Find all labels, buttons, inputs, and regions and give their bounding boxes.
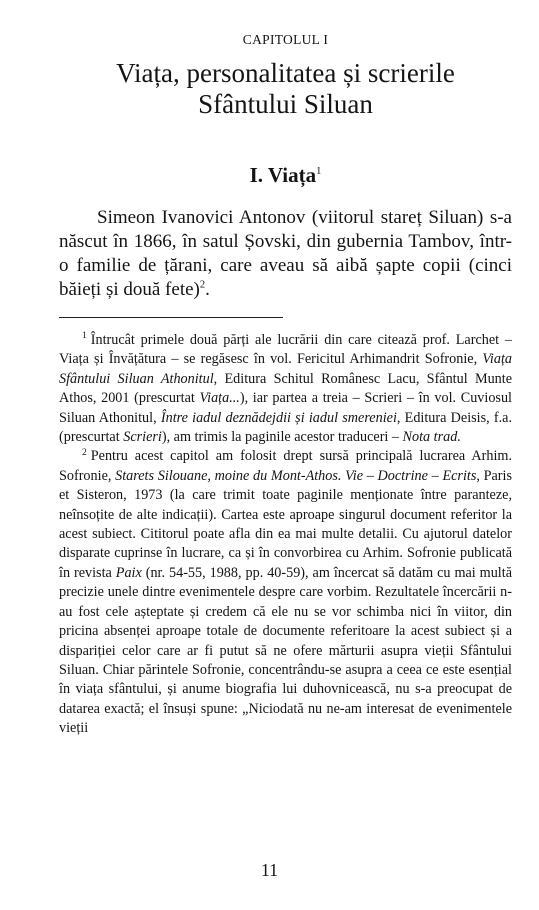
footnote-1-italic-2: Viața... — [199, 390, 240, 407]
footnote-2-mark: 2 — [82, 447, 87, 458]
footnote-1-italic-1: Viața Sfântului Siluan Athonitul — [59, 351, 512, 387]
footnote-1-text-7: , Editura Deisis, f.a. (prescurtat — [59, 409, 513, 446]
footnote-2-text-1: Pentru acest capitol am folosit drept sursă principală lucrarea Arhim. Sofronie, — [59, 448, 512, 484]
footnote-1-italic-4: Scrieri — [123, 429, 162, 446]
footnote-1-italic-3: Între iadul deznădejdii și iadul smereniei — [160, 409, 397, 426]
section-heading — [59, 163, 512, 187]
footnote-1-text-3: , Editura Schitul Românesc Lacu, Sfântul Munte Athos, 2001 (prescurtat — [59, 370, 513, 407]
chapter-title-line-1: Viața, personalitatea și scrierile — [116, 58, 455, 88]
chapter-title-line-2: Sfântului Siluan — [198, 89, 373, 119]
footnote-2-text-5: (nr. 54-55, 1988, pp. 40-59), am încercat să datăm cu mai multă precizie unele dintre evenimentele despre care vorbim. Rezultatele încercării n-au fost cele așteptate și credem că ele nu se vor schimba nici în viitor, din pricina absenței aproape totale de documente referitoare la acest subiect și a dispariției celor care ar fi putut să ne ofere mărturii asupra vieții Sfântului Siluan. Chiar părintele Sofronie, concentrându-se asupra a ceea ce este esențial în viața sfântului, și anume biografia lui duhovnicească, nu s-a preocupat de datarea exactă; el însuși spune: „Niciodată nu ne-am interesat de evenimentele vieții — [59, 564, 512, 737]
footnote-1-italic-5: Nota trad. — [402, 429, 461, 446]
page-number: 11 — [260, 860, 279, 880]
footnote-separator — [59, 317, 283, 318]
body-paragraph — [59, 206, 512, 302]
footnote-2-italic-1: Starets Silouane, moine du Mont-Athos. Vie – Doctrine – Ecrits — [115, 467, 477, 484]
footnote-1-text-9: ), am trimis la paginile acestor traduceri – — [161, 429, 403, 446]
footnote-reference-1: 1 — [316, 166, 322, 177]
footnote-1-mark: 1 — [82, 331, 87, 342]
footnote-reference-2: 2 — [199, 279, 206, 291]
body-paragraph-text: Simeon Ivanovici Antonov (viitorul stareț Siluan) s-a născut în 1866, în satul Șovski, din gubernia Tambov, într-o familie de țărani, care aveau să aibă șapte copii (cinci băieți și două fete) — [59, 207, 512, 300]
footnote-1-text-1: Întrucât primele două părți ale lucrării din care citează prof. Larchet – Viața și Învățătura – se regăsesc în vol. Fericitul Arhimandrit Sofronie, — [59, 332, 512, 368]
page-content — [59, 32, 512, 739]
footnote-2 — [59, 447, 512, 738]
chapter-label: CAPITOLUL I — [242, 32, 329, 47]
footnote-1 — [59, 331, 512, 447]
footnote-2-italic-2: Paix — [115, 564, 142, 581]
footnote-2-text-3: , Paris et Sisteron, 1973 (la care trimit toate paginile menționate între paranteze, neînsoțite de alte indicații). Cartea este aproape singurul document referitor la acest subiect. Cititorul poate afla din ea mai multe detalii. Cu ajutorul datelor disparate cuprinse în lucrare, ca și în convorbirea cu Arhim. Sofronie publicată în revista — [59, 467, 512, 581]
footnote-1-text-5: ), iar partea a treia – Scrieri – în vol. Cuviosul Siluan Athonitul, — [59, 390, 512, 426]
body-paragraph-end: . — [205, 279, 210, 300]
section-heading-text: I. Viața — [249, 163, 317, 187]
chapter-title — [59, 58, 512, 120]
